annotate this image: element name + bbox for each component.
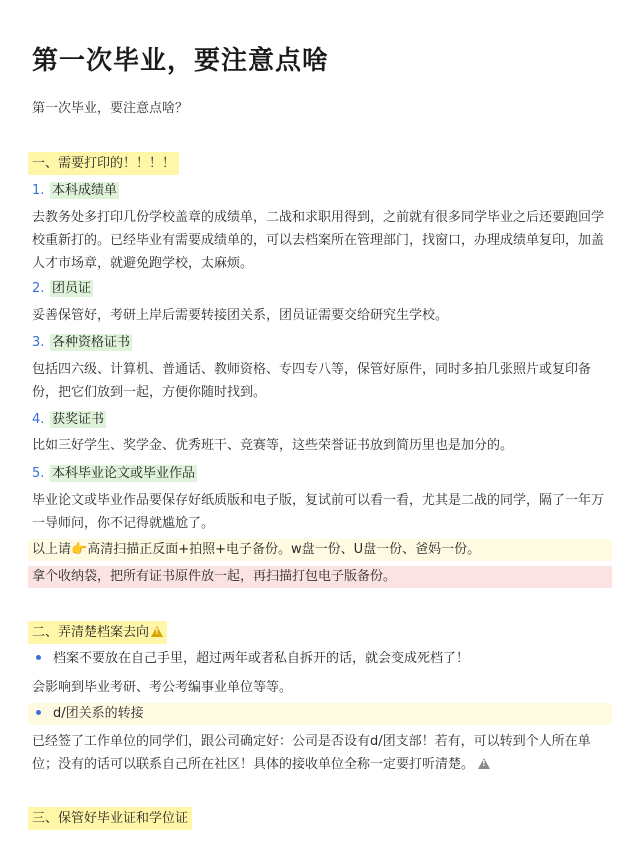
list-number: 5. (32, 466, 45, 481)
paragraph-transcript: 去教务处多打印几份学校盖章的成绩单，二战和求职用得到，之前就有很多同学毕业之后还要跑回学校重新打的。已经毕业有需要成绩单的，可以去档案所在管理部门，找窗口，办理成绩单复印，加盖人才市场章，就避免跑学校，太麻烦。 (32, 210, 605, 271)
paragraph-awards: 比如三好学生、奖学金、优秀班干、竞赛等，这些荣誉证书放到简历里也是加分的。 (32, 438, 514, 453)
bullet-text: 档案不要放在自己手里，超过两年或者私自拆开的话，就会变成死档了！ (53, 651, 470, 666)
section-heading-text: 二、弄清楚档案去向 (32, 625, 150, 640)
list-item-label: 本科毕业论文或毕业作品 (52, 466, 196, 481)
list-number: 4. (32, 412, 45, 427)
bullet-icon (36, 710, 41, 715)
list-item-label: 本科成绩单 (52, 183, 118, 198)
note-scan-backup (28, 539, 612, 561)
pointing-hand-icon: 👉 (71, 542, 88, 557)
list-number: 1. (32, 183, 45, 198)
bullet-item-transfer (28, 703, 612, 725)
section-heading-print: 一、需要打印的！！！！ (28, 152, 179, 175)
intro-text: 第一次毕业，要注意点啥？ (32, 101, 189, 116)
list-number: 3. (32, 335, 45, 350)
paragraph-transfer (32, 730, 612, 776)
list-item-label: 团员证 (52, 281, 92, 296)
list-item-label: 各种资格证书 (52, 335, 131, 350)
paragraph-archive-impact: 会影响到毕业考研、考公考编事业单位等等。 (32, 680, 293, 695)
note-prefix: 以上请 (32, 542, 72, 557)
page-title: 第一次毕业，要注意点啥 (32, 46, 330, 76)
list-item-label: 获奖证书 (52, 412, 105, 427)
bullet-text: d/团关系的转接 (53, 706, 144, 721)
paragraph-transfer-text: 已经签了工作单位的同学们，跟公司确定好：公司是否设有d/团支部！若有，可以转到个人所在单位；没有的话可以联系自己所在社区！具体的接收单位全称一定要打听清楚。 (32, 734, 591, 772)
list-item-certificates (32, 332, 132, 353)
list-item-awards (32, 409, 106, 430)
paragraph-league-card: 妥善保管好，考研上岸后需要转接团关系，团员证需要交给研究生学校。 (32, 308, 449, 323)
warning-icon (151, 626, 163, 637)
note-storage-bag: 拿个收纳袋，把所有证书原件放一起，再扫描打包电子版备份。 (28, 566, 612, 588)
warning-icon (478, 758, 490, 769)
list-item-transcript (32, 180, 119, 201)
note-suffix: 高清扫描正反面+拍照+电子备份。w盘一份、U盘一份、爸妈一份。 (87, 542, 481, 557)
list-item-league-card (32, 278, 93, 299)
bullet-icon (36, 655, 41, 660)
list-number: 2. (32, 281, 45, 296)
section-heading-archive (28, 621, 167, 644)
section-heading-diploma: 三、保管好毕业证和学位证 (28, 807, 192, 830)
list-item-thesis (32, 463, 197, 484)
bullet-item-archive (28, 648, 612, 670)
paragraph-certificates: 包括四六级、计算机、普通话、教师资格、专四专八等，保管好原件，同时多拍几张照片或复印备份，把它们放到一起，方便你随时找到。 (32, 362, 592, 400)
paragraph-thesis: 毕业论文或毕业作品要保存好纸质版和电子版，复试前可以看一看，尤其是二战的同学，隔了一年万一导师问，你不记得就尴尬了。 (32, 493, 605, 531)
